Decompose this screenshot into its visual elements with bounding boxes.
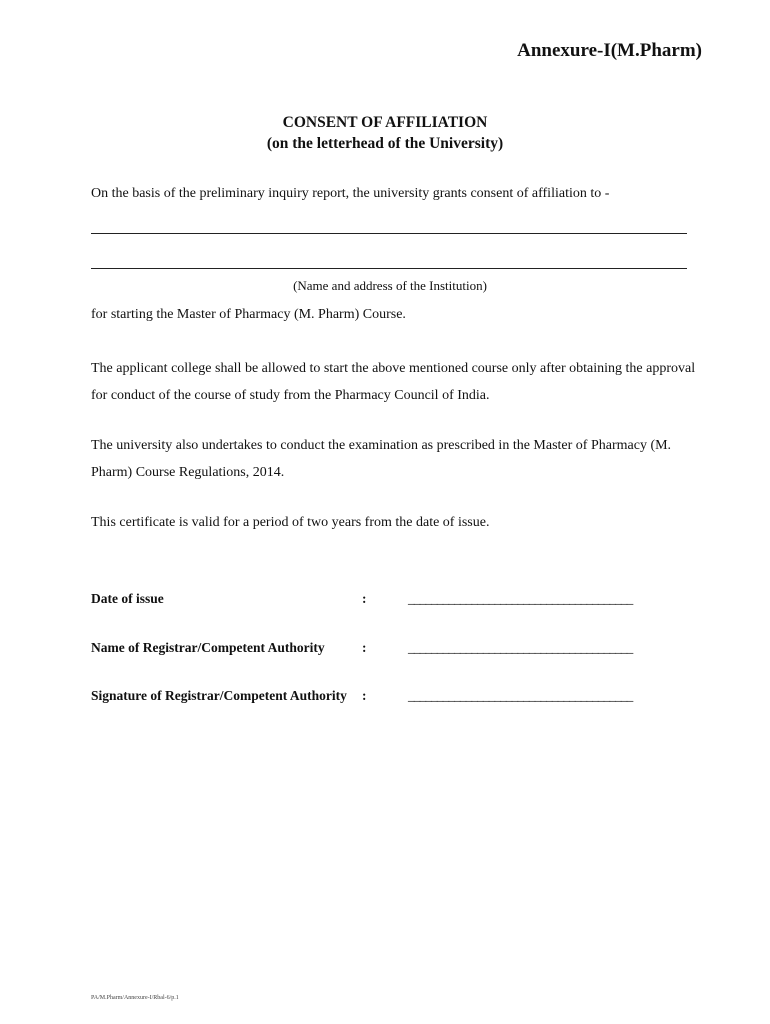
institution-blank-line-1 [91,233,687,234]
validity-paragraph: This certificate is valid for a period of two years from the date of issue. [91,515,490,530]
date-of-issue-row [91,591,691,611]
university-paragraph: The university also undertakes to conduct the examination as prescribed in the Master of Pharmacy (M. Pharm) Course Regulations, 2014. [91,438,672,480]
field-colon: : [362,688,367,703]
field-colon: : [362,640,367,655]
date-of-issue-blank[interactable]: _______________________________________ [408,591,633,606]
field-colon: : [362,591,367,606]
field-label: Name of Registrar/Competent Authority [91,640,325,655]
annexure-heading: Annexure-I(M.Pharm) [517,40,702,61]
course-line: for starting the Master of Pharmacy (M. Pharm) Course. [91,307,406,322]
registrar-signature-blank[interactable]: _______________________________________ [408,688,633,703]
registrar-signature-row [91,688,691,708]
document-title: CONSENT OF AFFILIATION [282,114,488,131]
registrar-name-row [91,640,691,660]
footer-code: PA/M.Pharm/Annexure-I/Rbal-6/p.1 [91,995,179,1001]
registrar-name-blank[interactable]: _______________________________________ [408,640,633,655]
document-subtitle: (on the letterhead of the University) [266,135,504,152]
intro-paragraph: On the basis of the preliminary inquiry report, the university grants consent of affiliation to - [91,186,610,201]
institution-blank-line-2 [91,268,687,269]
title-block [0,112,770,154]
institution-caption: (Name and address of the Institution) [293,278,487,293]
field-label: Date of issue [91,591,164,606]
field-label: Signature of Registrar/Competent Authority [91,688,347,703]
applicant-paragraph: The applicant college shall be allowed to start the above mentioned course only after obtaining the approval for conduct of the course of study from the Pharmacy Council of India. [91,361,696,403]
